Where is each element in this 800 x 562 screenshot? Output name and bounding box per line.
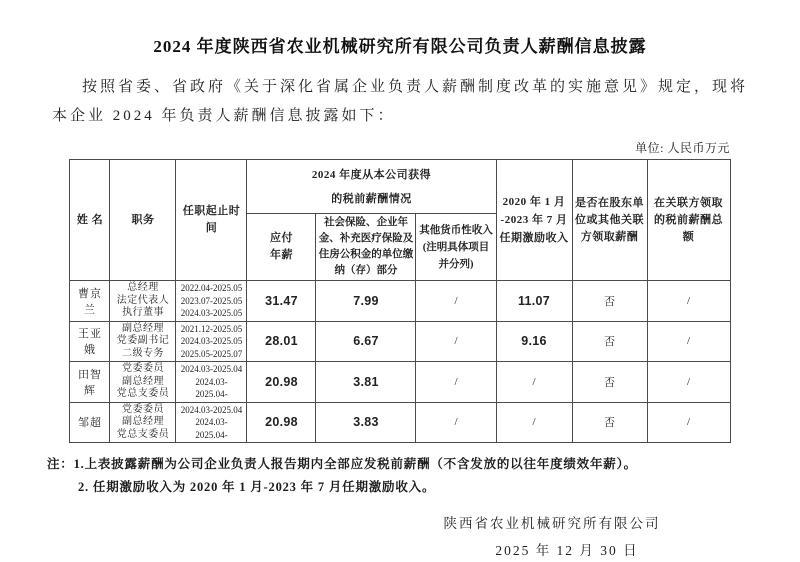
cell-tenures: 2022.04-2025.05 2023.07-2025.05 2024.03-2025.05 xyxy=(176,281,247,322)
pretax-group-line2: 的税前薪酬情况 xyxy=(331,192,412,205)
unit-label: 单位: 人民币万元 xyxy=(635,141,730,155)
cell-tenures: 2024.03-2025.04 2024.03- 2025.04- xyxy=(176,362,247,403)
footnote-2: 2. 任期激励收入为 2020 年 1 月-2023 年 7 月任期激励收入。 xyxy=(78,480,436,494)
cell-shareholder-pay: 否 xyxy=(572,362,647,403)
annual-salary-line2: 年薪 xyxy=(269,249,293,261)
cell-positions: 党委委员 副总经理 党总支委员 xyxy=(110,362,176,403)
pretax-group-line1: 2024 年度从本公司获得 xyxy=(311,168,432,181)
cell-shareholder-pay: 否 xyxy=(572,321,647,362)
cell-other-income: / xyxy=(416,402,496,443)
cell-related-total: / xyxy=(647,321,730,362)
cell-annual-salary: 20.98 xyxy=(247,362,316,403)
cell-incentive: / xyxy=(496,402,572,443)
cell-shareholder-pay: 否 xyxy=(572,402,647,443)
cell-social-insurance: 6.67 xyxy=(316,321,416,362)
cell-name: 王亚娥 xyxy=(70,321,110,362)
col-header-other-income: 其他货币性收入(注明具体项目并分列) xyxy=(416,214,496,281)
col-header-incentive: 2020 年 1 月 -2023 年 7 月任期激励收入 xyxy=(496,160,572,281)
salary-disclosure-table xyxy=(69,159,730,443)
cell-name: 曹京兰 xyxy=(70,281,110,322)
cell-tenures: 2021.12-2025.05 2024.03-2025.05 2025.05-2025.07 xyxy=(176,321,247,362)
cell-social-insurance: 3.81 xyxy=(316,362,416,403)
annual-salary-line1: 应付 xyxy=(269,232,293,244)
col-header-social-insurance: 社会保险、企业年金、补充医疗保险及住房公积金的单位缴纳（存）部分 xyxy=(316,214,416,281)
table-row xyxy=(70,281,730,322)
cell-positions: 党委委员 副总经理 党总支委员 xyxy=(110,402,176,443)
cell-positions: 副总经理 党委副书记 二级专务 xyxy=(110,321,176,362)
page-title: 2024 年度陕西省农业机械研究所有限公司负责人薪酬信息披露 xyxy=(153,37,647,56)
header-row-1 xyxy=(70,160,730,214)
footnote-prefix: 注： xyxy=(47,457,74,471)
cell-other-income: / xyxy=(416,362,496,403)
cell-related-total: / xyxy=(647,362,730,403)
cell-other-income: / xyxy=(416,281,496,322)
col-header-pretax-group xyxy=(247,160,496,214)
table-row xyxy=(70,362,730,403)
cell-positions: 总经理 法定代表人 执行董事 xyxy=(110,281,176,322)
col-header-tenure: 任职起止时间 xyxy=(176,160,247,281)
cell-annual-salary: 28.01 xyxy=(247,321,316,362)
intro-paragraph: 按照省委、省政府《关于深化省属企业负责人薪酬制度改革的实施意见》规定，现将本企业 2024 年负责人薪酬信息披露如下： xyxy=(52,79,749,124)
cell-incentive: 11.07 xyxy=(496,281,572,322)
col-header-annual-salary xyxy=(247,214,316,281)
col-header-related-total: 在关联方领取的税前薪酬总额 xyxy=(647,160,730,281)
footnote-1: 注：1.上表披露薪酬为公司企业负责人报告期内全部应发税前薪酬（不含发放的以往年度绩效年薪）。 xyxy=(47,457,637,471)
cell-name: 邹超 xyxy=(70,402,110,443)
cell-annual-salary: 20.98 xyxy=(247,402,316,443)
table-row xyxy=(70,321,730,362)
cell-related-total: / xyxy=(647,402,730,443)
cell-related-total: / xyxy=(647,281,730,322)
col-header-position: 职务 xyxy=(110,160,176,281)
signature-block xyxy=(412,513,692,562)
col-header-name: 姓 名 xyxy=(70,160,110,281)
cell-name: 田智辉 xyxy=(70,362,110,403)
cell-tenures: 2024.03-2025.04 2024.03- 2025.04- xyxy=(176,402,247,443)
cell-other-income: / xyxy=(416,321,496,362)
footnotes xyxy=(47,453,753,499)
table-row xyxy=(70,402,730,443)
col-header-shareholder-pay: 是否在股东单位或其他关联方领取薪酬 xyxy=(572,160,647,281)
cell-social-insurance: 3.83 xyxy=(316,402,416,443)
cell-incentive: 9.16 xyxy=(496,321,572,362)
cell-shareholder-pay: 否 xyxy=(572,281,647,322)
cell-social-insurance: 7.99 xyxy=(316,281,416,322)
signature-company: 陕西省农业机械研究所有限公司 xyxy=(443,516,661,531)
cell-incentive: / xyxy=(496,362,572,403)
cell-annual-salary: 31.47 xyxy=(247,281,316,322)
signature-date: 2025 年 12 月 30 日 xyxy=(495,543,639,558)
